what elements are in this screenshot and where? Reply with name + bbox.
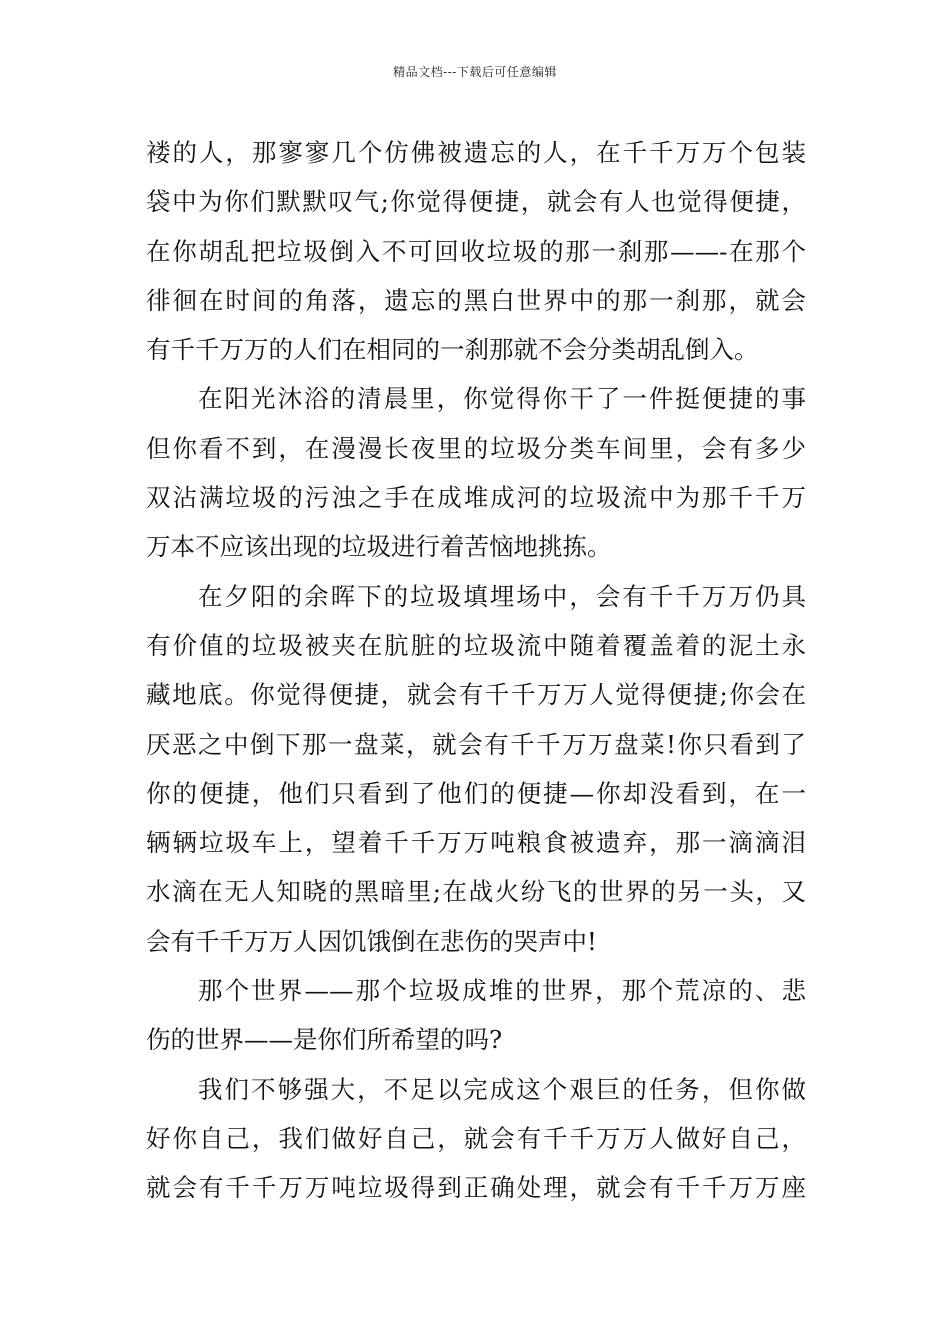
text-line: 袋中为你们默默叹气;你觉得便捷，就会有人也觉得便捷， bbox=[146, 187, 806, 217]
text-line: 藏地底。你觉得便捷，就会有千千万万人觉得便捷;你会在 bbox=[146, 680, 806, 710]
text-line: 双沾满垃圾的污浊之手在成堆成河的垃圾流中为那千千万 bbox=[146, 483, 806, 513]
text-line: 徘徊在时间的角落，遗忘的黑白世界中的那一刹那，就会 bbox=[146, 285, 806, 315]
text-line: 在夕阳的余晖下的垃圾填埋场中，会有千千万万仍具 bbox=[198, 581, 806, 611]
text-line: 厌恶之中倒下那一盘菜，就会有千千万万盘菜!你只看到了 bbox=[146, 729, 806, 759]
text-line: 你的便捷，他们只看到了他们的便捷—你却没看到，在一 bbox=[146, 778, 806, 808]
text-line: 在你胡乱把垃圾倒入不可回收垃圾的那一刹那——-在那个 bbox=[146, 236, 806, 266]
text-line: 辆辆垃圾车上，望着千千万万吨粮食被遗弃，那一滴滴泪 bbox=[146, 828, 806, 858]
text-line: 有千千万万的人们在相同的一刹那就不会分类胡乱倒入。 bbox=[146, 335, 759, 365]
body-text bbox=[146, 128, 806, 1213]
text-line: 伤的世界——是你们所希望的吗? bbox=[146, 1025, 503, 1055]
text-line: 我们不够强大，不足以完成这个艰巨的任务，但你做 bbox=[198, 1074, 806, 1104]
text-line: 会有千千万万人因饥饿倒在悲伤的哭声中! bbox=[146, 926, 597, 956]
text-line: 就会有千千万万吨垃圾得到正确处理，就会有千千万万座 bbox=[146, 1173, 806, 1203]
text-line: 万本不应该出现的垃圾进行着苦恼地挑拣。 bbox=[146, 532, 612, 562]
text-line: 水滴在无人知晓的黑暗里;在战火纷飞的世界的另一头，又 bbox=[146, 877, 806, 907]
text-line: 那个世界——那个垃圾成堆的世界，那个荒凉的、悲 bbox=[198, 976, 806, 1006]
text-line: 褛的人，那寥寥几个仿佛被遗忘的人，在千千万万个包装 bbox=[146, 138, 806, 167]
text-line: 好你自己，我们做好自己，就会有千千万万人做好自己， bbox=[146, 1123, 806, 1153]
text-line: 但你看不到，在漫漫长夜里的垃圾分类车间里，会有多少 bbox=[146, 433, 806, 463]
text-line: 有价值的垃圾被夹在肮脏的垃圾流中随着覆盖着的泥土永 bbox=[146, 630, 806, 660]
text-line: 在阳光沐浴的清晨里，你觉得你干了一件挺便捷的事 bbox=[198, 384, 806, 414]
page-header: 精品文档---下载后可任意编辑 bbox=[393, 65, 557, 79]
